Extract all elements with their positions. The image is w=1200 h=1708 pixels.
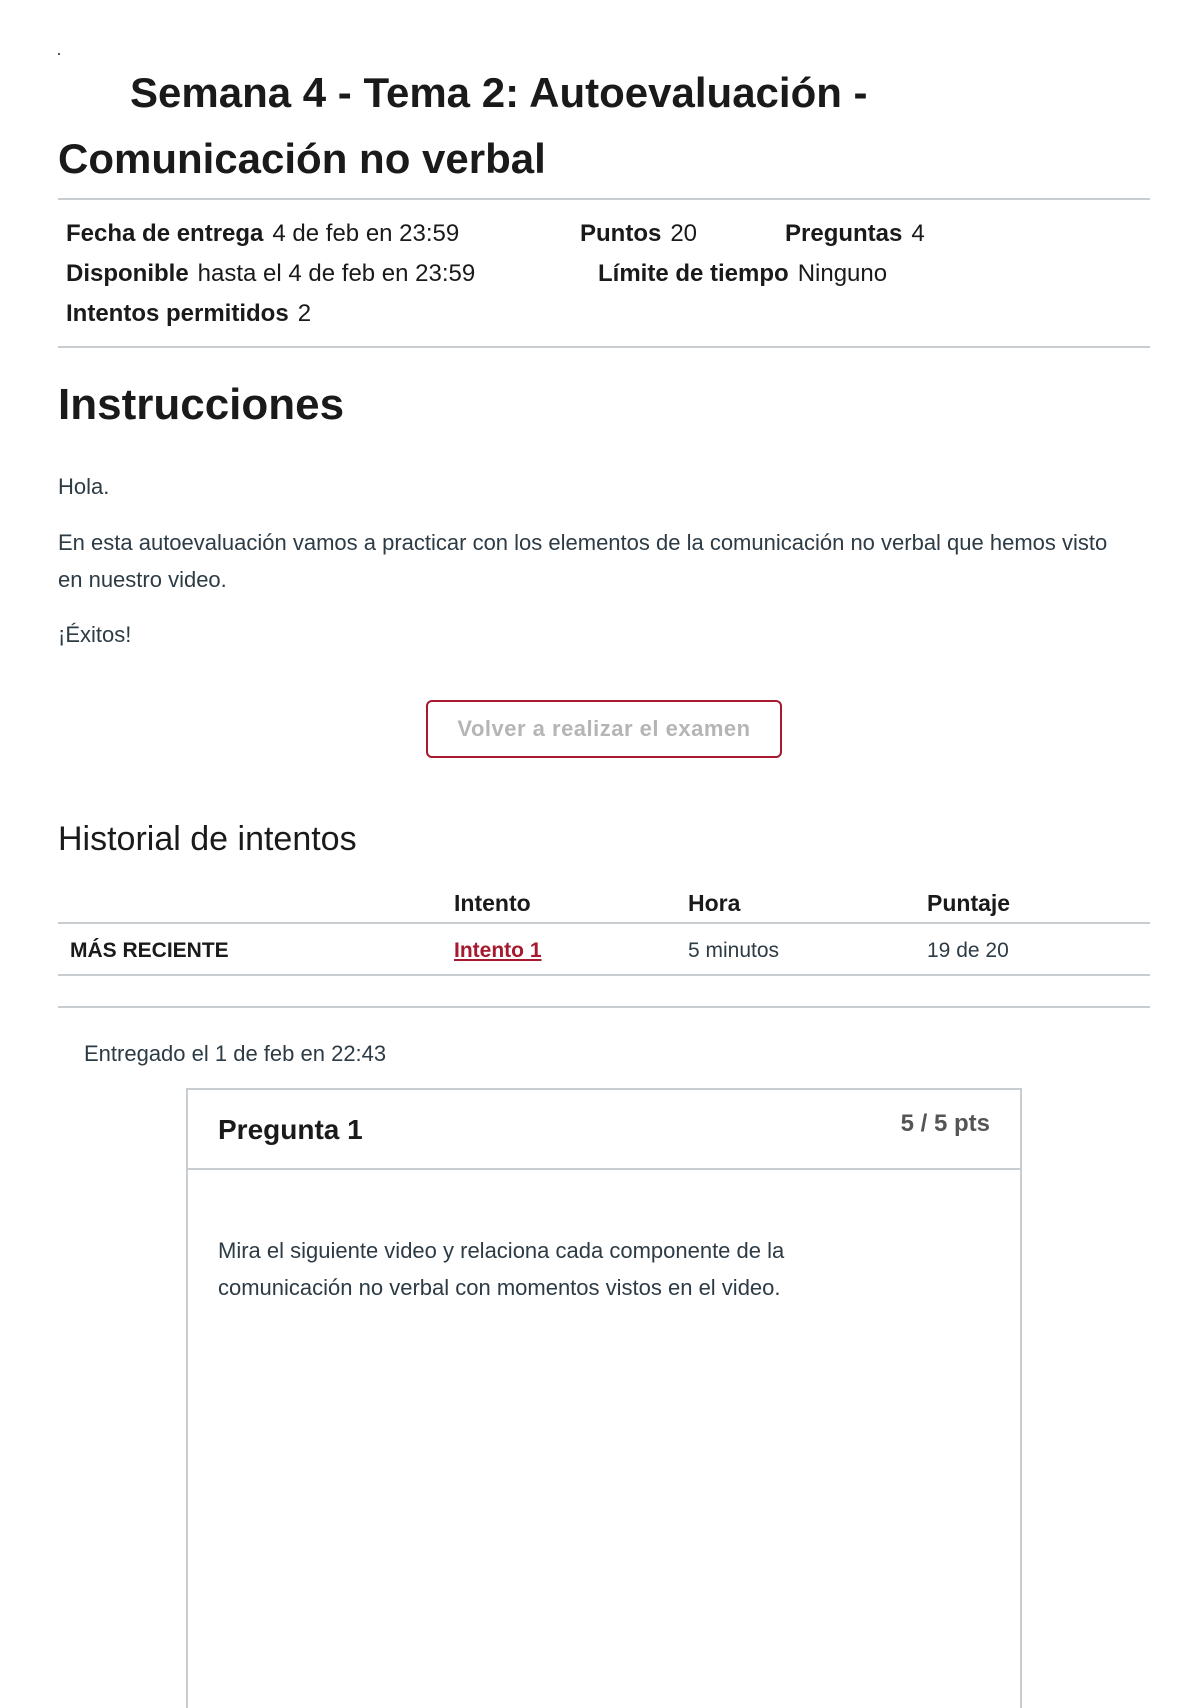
question-header — [188, 1090, 1020, 1170]
instructions-closing: ¡Éxitos! — [58, 622, 132, 647]
time-limit — [598, 254, 887, 294]
available-label: Disponible — [66, 260, 189, 287]
due-date-value: 4 de feb en 23:59 — [272, 220, 460, 247]
divider — [58, 1006, 1150, 1008]
due-date-label: Fecha de entrega — [66, 220, 264, 247]
page-marker-dot — [58, 53, 60, 55]
divider — [58, 346, 1150, 348]
instructions-heading: Instrucciones — [58, 380, 345, 429]
table-row-divider — [58, 974, 1150, 976]
instructions-greeting: Hola. — [58, 474, 110, 499]
questions-value: 4 — [911, 220, 925, 247]
attempt-score: 19 de 20 — [927, 939, 1009, 962]
allowed-attempts-value: 2 — [297, 300, 312, 327]
question-points: 5 / 5 pts — [900, 1110, 990, 1137]
attempt-history-heading: Historial de intentos — [58, 820, 357, 858]
column-header-attempt: Intento — [454, 890, 531, 916]
questions-count — [785, 214, 925, 254]
points — [580, 214, 697, 254]
quiz-title — [58, 60, 1058, 192]
points-label: Puntos — [580, 220, 662, 247]
question-title: Pregunta 1 — [218, 1114, 363, 1145]
instructions-body: En esta autoevaluación vamos a practicar con los elementos de la comunicación no verbal que hemos visto en nuestro video. — [58, 530, 1108, 592]
table-header-divider — [58, 922, 1150, 924]
points-value: 20 — [670, 220, 698, 247]
column-header-score: Puntaje — [927, 890, 1011, 916]
time-limit-label: Límite de tiempo — [598, 260, 789, 287]
attempt-link[interactable]: Intento 1 — [454, 939, 542, 962]
retake-quiz-button[interactable]: Volver a realizar el examen — [426, 700, 782, 758]
available-until — [66, 254, 475, 294]
question-text: Mira el siguiente video y relaciona cada componente de la comunicación no verbal con momentos vistos en el video. — [218, 1238, 785, 1300]
quiz-title-line1: Semana 4 - Tema 2: Autoevaluación - — [130, 69, 868, 116]
quiz-title-line2: Comunicación no verbal — [58, 135, 546, 182]
submitted-timestamp: Entregado el 1 de feb en 22:43 — [84, 1041, 387, 1066]
divider — [58, 198, 1150, 200]
allowed-attempts — [66, 294, 311, 334]
allowed-attempts-label: Intentos permitidos — [66, 300, 289, 327]
questions-label: Preguntas — [785, 220, 903, 247]
most-recent-tag: MÁS RECIENTE — [70, 939, 229, 962]
available-value: hasta el 4 de feb en 23:59 — [197, 260, 476, 287]
due-date — [66, 214, 459, 254]
attempt-time: 5 minutos — [688, 939, 780, 962]
time-limit-value: Ninguno — [797, 260, 888, 287]
column-header-time: Hora — [688, 890, 741, 916]
question-card — [186, 1088, 1022, 1708]
